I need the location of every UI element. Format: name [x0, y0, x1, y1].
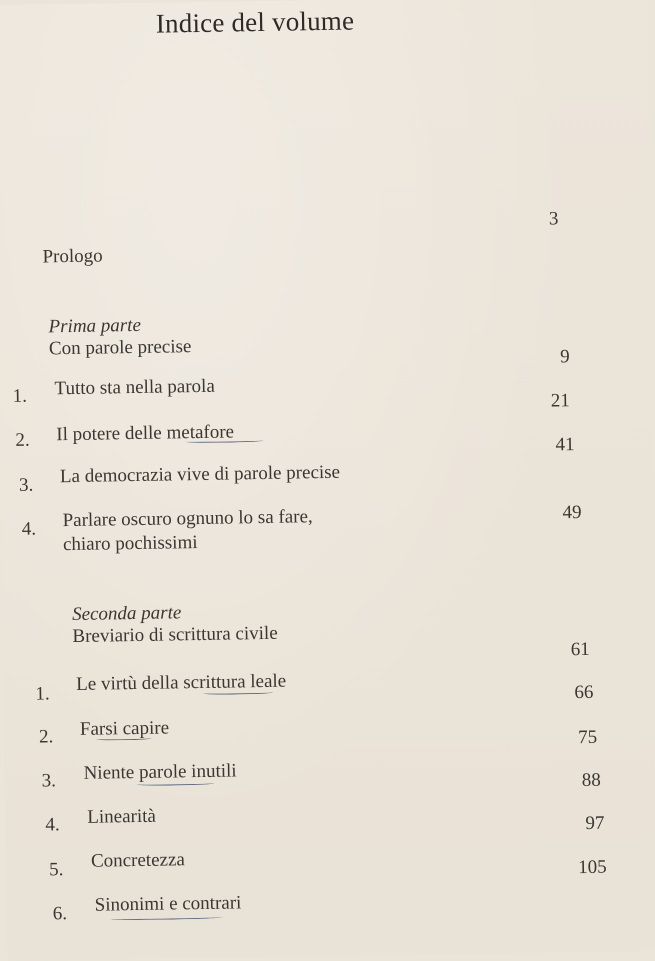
toc-page-number: 75: [577, 726, 598, 749]
page-title: Indice del volume: [155, 5, 355, 39]
toc-page-number: 88: [581, 769, 601, 792]
toc-entry-number: 1.: [35, 683, 50, 705]
part-1-subtitle: Con parole precise: [48, 336, 192, 360]
toc-entry-number: 3.: [41, 770, 57, 792]
toc-entry-number: 4.: [45, 814, 60, 836]
toc-entry-number: 2.: [38, 726, 54, 748]
pen-underline: [203, 691, 273, 695]
toc-page-number: 97: [585, 812, 605, 834]
toc-entry-title: Niente parole inutili: [83, 760, 237, 784]
toc-page-number: 66: [574, 681, 594, 704]
part-2-heading: Seconda parte: [71, 602, 182, 626]
toc-entry-title-continued: chiaro pochissimi: [62, 532, 198, 556]
part-1-heading: Prima parte: [48, 314, 142, 338]
prologo-page-number: 3: [548, 208, 559, 230]
toc-entry-title: Farsi capire: [79, 717, 170, 740]
toc-entry-number: 4.: [21, 518, 37, 540]
toc-page-number: 21: [550, 390, 570, 412]
toc-entry-number: 6.: [52, 903, 68, 925]
toc-entry-title: Le virtù della scrittura leale: [76, 670, 287, 695]
pen-underline: [111, 916, 223, 921]
toc-entry-title: Tutto sta nella parola: [54, 375, 215, 400]
toc-entry-title: Linearità: [87, 805, 157, 828]
toc-entry-title: Parlare oscuro ognuno lo sa fare,: [62, 506, 313, 532]
toc-entry-title: La democrazia vive di parole precise: [59, 461, 341, 488]
toc-entry-number: 3.: [18, 474, 34, 496]
toc-page-number: 61: [570, 638, 590, 661]
toc-entry-title: Sinonimi e contrari: [94, 892, 242, 916]
part-2-subtitle: Breviario di scrittura civile: [72, 622, 278, 648]
toc-page-number: 49: [562, 502, 582, 524]
toc-entry-title: Concretezza: [90, 849, 186, 872]
toc-page-number: 105: [577, 856, 607, 879]
toc-entry-number: 2.: [15, 429, 30, 451]
toc-entry-title: Il potere delle metafore: [56, 421, 235, 446]
pen-underline: [185, 439, 263, 443]
toc-entry-number: 5.: [48, 859, 64, 881]
toc-entry-number: 1.: [12, 385, 28, 407]
toc-page-number: 9: [559, 346, 570, 368]
pen-underline: [137, 782, 215, 786]
pen-underline: [96, 737, 152, 741]
toc-page-number: 41: [555, 434, 575, 456]
prologo-label: Prologo: [42, 245, 103, 268]
